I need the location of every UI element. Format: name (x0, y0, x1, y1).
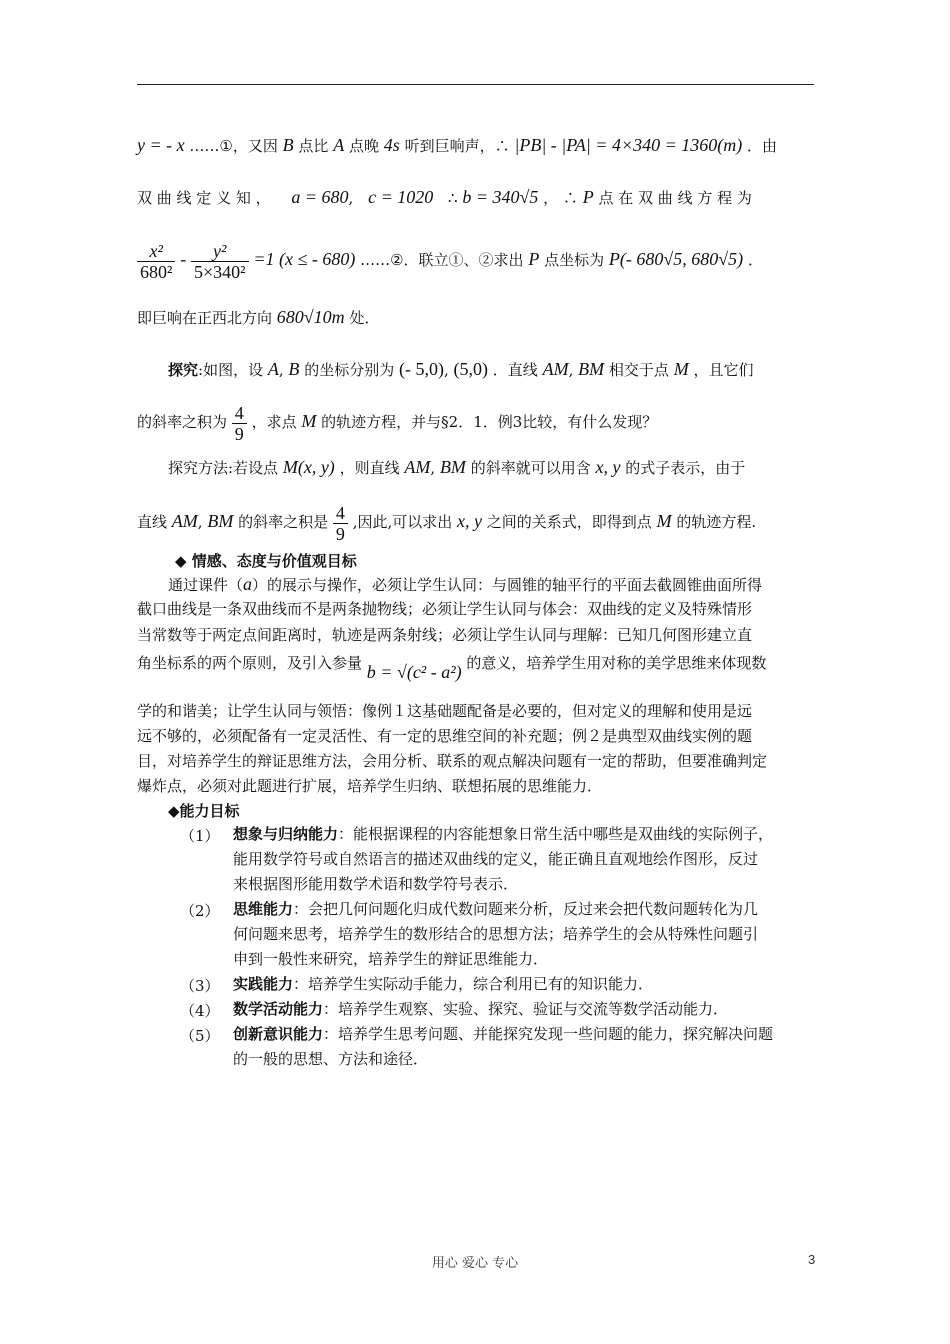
text: ．直线 (492, 361, 538, 379)
text: 听到巨响声，∴ (404, 137, 510, 155)
para-line: 远不够的，必须配备有一定灵活性、有一定的思维空间的补充题；例２是典型双曲线实例的题 (137, 727, 753, 745)
fraction-den: 5×340² (193, 261, 246, 282)
text: 之间的关系式，即得到点 (486, 513, 652, 531)
vars-xy: x, y (595, 457, 621, 477)
line-BM: BM (439, 457, 466, 477)
var-B: B (288, 359, 300, 379)
text: ……①，又因 (189, 137, 278, 155)
distance-value: 680√10m (276, 307, 345, 327)
ability-item (233, 997, 818, 1022)
var-P: P (582, 187, 594, 207)
para-line (137, 651, 767, 682)
var-M: M (656, 511, 672, 531)
fraction-4-9 (333, 503, 348, 544)
var-A: A (267, 359, 279, 379)
text: 角坐标系的两个原则，及引入参量 (137, 654, 363, 672)
text: ，求点 (251, 413, 297, 431)
text: ∴ (448, 189, 458, 207)
text: 通过课件（ (168, 576, 244, 594)
para-line: 截口曲线是一条双曲线而不是两条抛物线；必须让学生认同与体会：双曲线的定义及特殊情形 (137, 600, 753, 618)
para-line: 爆炸点，必须对此题进行扩展，培养学生归纳、联想拓展的思维能力． (137, 777, 603, 795)
fraction-num: y² (191, 241, 249, 262)
point-P-coord: P(- 680√5, 680√5) (608, 249, 744, 269)
distance-formula: |PB| - |PA| = 4×340 = 1360(m) (514, 135, 743, 155)
text: 的意义，培养学生用对称的美学思维来体现数 (466, 654, 767, 672)
text: 的轨迹方程，并与§2．1．例3比较，有什么发现？ (321, 413, 658, 431)
method-line-1: 探究方法:若设点 M(x, y) ，则直线 AM, BM 的斜率就可以用含 x, y 的式子表示，由于 (168, 457, 746, 477)
var-A: A (333, 135, 345, 155)
item-number: （2） (180, 902, 220, 920)
line-AM: AM (542, 359, 569, 379)
item-line: 能用数学符号或自然语言的描述双曲线的定义，能正确且直观地绘作图形，反过 (233, 850, 759, 868)
item-line: ：会把几何问题化归成代数问题来分析，反过来会把代数问题转化为几 (293, 900, 759, 918)
fraction-num: 4 (232, 403, 247, 424)
item-title: 想象与归纳能力 (233, 825, 339, 843)
para-line: 学的和谐美；让学生认同与领悟：像例１这基础题配备是必要的，但对定义的理解和使用是远 (137, 702, 753, 720)
ability-item (233, 1022, 818, 1072)
line-3 (137, 238, 763, 282)
item-line: 申到一般性来研究，培养学生的辩证思维能力． (233, 950, 549, 968)
var-M: M (301, 411, 317, 431)
item-title: 思维能力 (233, 900, 294, 918)
item-line: ：能根据课程的内容能想象日常生活中哪些是双曲线的实际例子， (338, 825, 774, 843)
text: 的斜率之积是 (238, 513, 329, 531)
para-line: 目，对培养学生的辩证思维方法，会用分析、联系的观点解决问题有一定的帮助，但要准确判定 (137, 752, 768, 770)
item-number: （4） (180, 1002, 220, 1020)
item-number: （1） (180, 827, 220, 845)
text: ．由 (747, 137, 778, 155)
fraction-den: 680² (140, 261, 173, 282)
item-line: 的一般的思想、方法和途径． (233, 1050, 429, 1068)
point-M: M(x, y) (282, 457, 335, 477)
para-line (168, 573, 762, 596)
text: :如图，设 (198, 361, 264, 379)
text: 的坐标分别为 (304, 361, 395, 379)
fraction-4-9 (232, 403, 247, 444)
item-title: 数学活动能力 (233, 1000, 324, 1018)
fraction-y (191, 241, 249, 282)
text: ， ∴ (543, 189, 578, 207)
item-number: （5） (180, 1027, 220, 1045)
c-value: c = 1020 (368, 187, 434, 207)
header-rule (137, 84, 814, 85)
line-BM: BM (207, 511, 234, 531)
text: 即巨响在正西北方向 (137, 309, 273, 327)
line-2: 双 曲 线 定 义 知 ， a = 680, c = 1020 ∴ b = 340√5 ， ∴ P 点 在 双 曲 线 方 程 为 (137, 187, 752, 207)
text: 的式子表示，由于 (625, 459, 746, 477)
text: 点 在 双 曲 线 方 程 为 (598, 189, 752, 207)
text: ）的展示与操作，必须让学生认同：与圆锥的轴平行的平面去截圆锥曲面所得 (252, 576, 763, 594)
item-line: ：培养学生观察、实验、探究、验证与交流等数学活动能力． (323, 1000, 729, 1018)
line-4 (137, 306, 379, 329)
text: 相交于点 (608, 361, 669, 379)
text: ，且它们 (693, 361, 754, 379)
fraction-num: 4 (333, 503, 348, 524)
var-P: P (528, 249, 540, 269)
b-formula: b = √(c² - a²) (366, 662, 462, 682)
point-A-coord: (- 5,0) (398, 359, 444, 379)
text: ……②．联立①、②求出 (360, 251, 524, 269)
para-line: 当常数等于两定点间距离时，轨迹是两条射线；必须让学生认同与理解：已知几何图形建立直 (137, 626, 753, 644)
explore-line-1: 探究:如图，设 A, B 的坐标分别为 (- 5,0), (5,0) ．直线 AM, BM 相交于点 M ，且它们 (168, 359, 754, 379)
text: 点坐标为 (544, 251, 605, 269)
b-value: b = 340√5 (462, 187, 539, 207)
var-B: B (282, 135, 294, 155)
minus-sign: - (180, 249, 187, 269)
text: ，则直线 (339, 459, 400, 477)
time-value: 4s (383, 135, 400, 155)
a-value: a = 680 (291, 187, 349, 207)
text: 双 曲 线 定 义 知 ， (137, 189, 271, 207)
page-number: 3 (808, 1252, 816, 1267)
section-heading-attitude: ◆ 情感、态度与价值观目标 (175, 552, 357, 570)
text: ,因此,可以求出 (352, 513, 453, 531)
equation-1: y = - x (137, 135, 185, 155)
text: 点比 (298, 137, 329, 155)
item-line: ：培养学生实际动手能力，综合利用已有的知识能力． (293, 975, 654, 993)
item-number: （3） (180, 977, 220, 995)
ability-item (233, 897, 818, 972)
item-line: 何问题来思考，培养学生的数形结合的思想方法；培养学生的会从特殊性问题引 (233, 925, 759, 943)
line-1 (137, 134, 777, 157)
page-footer: 用心 爱心 专心 (431, 1256, 519, 1271)
text: 处． (349, 309, 380, 327)
equation-2: =1 (x ≤ - 680) (253, 249, 356, 269)
text: 点晚 (349, 137, 380, 155)
text: 探究方法:若设点 (168, 459, 279, 477)
explore-label: 探究 (168, 361, 199, 379)
fraction-x (137, 241, 175, 282)
item-line: 来根据图形能用数学术语和数学符号表示． (233, 875, 519, 893)
item-title: 实践能力 (233, 975, 294, 993)
fraction-den: 9 (335, 523, 345, 544)
var-M: M (673, 359, 689, 379)
text: 的斜率之积为 (137, 413, 228, 431)
line-BM: BM (578, 359, 605, 379)
line-AM: AM (171, 511, 198, 531)
point-B-coord: (5,0) (453, 359, 489, 379)
text: 直线 (137, 513, 168, 531)
section-heading-ability: ◆能力目标 (168, 802, 240, 820)
explore-line-2 (137, 400, 657, 444)
item-title: 创新意识能力 (233, 1025, 324, 1043)
fraction-num: x² (137, 241, 175, 262)
text: ． (747, 251, 763, 269)
text: 的斜率就可以用含 (470, 459, 591, 477)
item-line: ：培养学生思考问题、并能探究发现一些问题的能力，探究解决问题 (323, 1025, 774, 1043)
line-AM: AM (404, 457, 431, 477)
vars-xy: x, y (457, 511, 483, 531)
fraction-den: 9 (234, 423, 244, 444)
ability-item (233, 972, 818, 997)
var-a: a (243, 574, 253, 594)
text: 的轨迹方程. (676, 513, 757, 531)
ability-item (233, 822, 818, 897)
method-line-2: 直线 AM, BM 的斜率之积是 $\frac{4}{9}$ ,因此,可以求出 x, y 之间的关系式，即得到点 M 的轨迹方程. (137, 502, 757, 544)
